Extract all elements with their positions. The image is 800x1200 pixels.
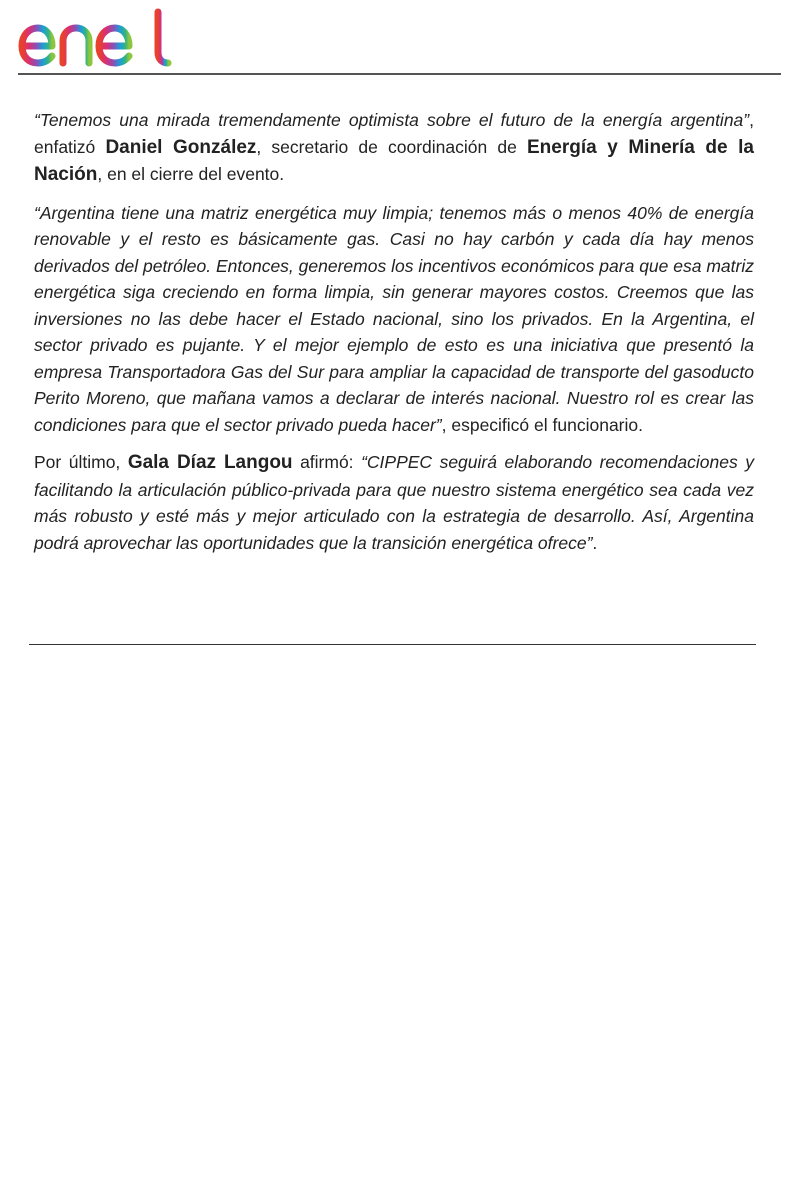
footer-divider bbox=[29, 644, 756, 645]
text: . bbox=[592, 532, 598, 553]
paragraph-1 bbox=[34, 107, 754, 189]
text: , especificó el funcionario. bbox=[441, 414, 643, 435]
person-name: Gala Díaz Langou bbox=[127, 452, 293, 473]
text: , secretario de coordinación de bbox=[256, 136, 527, 157]
article-body bbox=[34, 107, 754, 567]
text: , en el cierre del evento. bbox=[97, 164, 285, 184]
text: afirmó: bbox=[292, 452, 362, 472]
quote: “Tenemos una mirada tremendamente optimista sobre el futuro de la energía argentina” bbox=[34, 110, 750, 130]
text: , enfatizó bbox=[34, 110, 754, 157]
quote: “Argentina tiene una matriz energética muy limpia; tenemos más o menos 40% de energía renovable y el resto es básicamente gas. Casi no hay carbón y cada día hay menos derivados del petróleo. Entonces, generemos los incentivos económicos para que esa matriz energética siga creciendo en forma limpia, sin generar mayores costos. Creemos que las inversiones no las debe hacer el Estado nacional, sino los privados. En la Argentina, el sector privado es pujante. Y el mejor ejemplo de esto es una iniciativa que presentó la empresa Transportadora Gas del Sur para ampliar la capacidad de transporte del gasoducto Perito Moreno, que mañana vamos a declarar de interés nacional. Nuestro rol es crear las condiciones para que el sector privado pueda hacer” bbox=[34, 202, 754, 435]
person-name: Daniel González bbox=[105, 136, 257, 158]
paragraph-3 bbox=[34, 449, 754, 556]
header-divider bbox=[18, 73, 781, 75]
quote: “CIPPEC seguirá elaborando recomendaciones y facilitando la articulación público-privada para que nuestro sistema energético sea cada vez más robusto y esté más y mejor articulado con la estrategia de desarrollo. Así, Argentina podrá aprovechar las oportunidades que la transición energética ofrece” bbox=[34, 452, 754, 553]
text: Por último, bbox=[34, 452, 128, 472]
page-header bbox=[18, 8, 782, 74]
paragraph-2 bbox=[34, 200, 754, 439]
organization-name: Energía y Minería de la Nación bbox=[34, 136, 755, 185]
enel-logo bbox=[18, 8, 178, 70]
